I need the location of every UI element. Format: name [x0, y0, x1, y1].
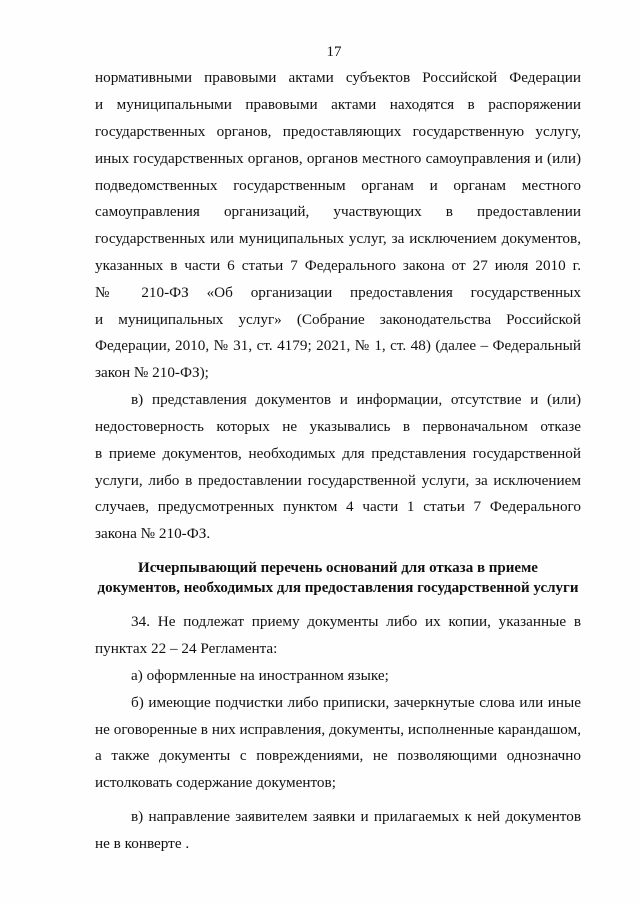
text-line: не оговоренные в них исправления, документы, исполненные карандашом,	[95, 721, 581, 738]
text-line: государственных органов, предоставляющих государственную услугу,	[95, 123, 581, 140]
text-line: не в конверте .	[95, 835, 190, 852]
text-line: истолковать содержание документов;	[95, 774, 336, 791]
section-heading: Исчерпывающий перечень оснований для отказа в приеме	[138, 560, 538, 576]
text-line: пунктах 22 – 24 Регламента:	[95, 640, 278, 657]
text-line: в приеме документов, необходимых для представления государственной	[95, 445, 581, 462]
text-line: недостоверность которых не указывались в первоначальном отказе	[95, 418, 581, 435]
text-line: и муниципальных услуг» (Собрание законодательства Российской	[95, 311, 581, 328]
text-line: самоуправления организаций, участвующих в предоставлении	[95, 203, 581, 220]
section-heading: документов, необходимых для предоставления государственной услуги	[97, 580, 579, 596]
text-line: и муниципальными правовыми актами находятся в распоряжении	[95, 96, 581, 113]
text-line: а также документы с повреждениями, не позволяющими однозначно	[95, 747, 581, 764]
text-line: в) представления документов и информации, отсутствие и (или)	[131, 391, 581, 408]
text-line: закон № 210-ФЗ);	[95, 364, 209, 381]
text-line: 34. Не подлежат приему документы либо их копии, указанные в	[131, 613, 581, 630]
text-line: № 210-ФЗ «Об организации предоставления государственных	[95, 284, 581, 301]
text-line: а) оформленные на иностранном языке;	[131, 667, 389, 684]
text-line: в) направление заявителем заявки и прилагаемых к ней документов	[131, 808, 581, 825]
text-line: закона № 210-ФЗ.	[95, 525, 211, 542]
text-line: подведомственных государственным органам и органам местного	[95, 177, 581, 194]
text-line: случаев, предусмотренных пунктом 4 части 1 статьи 7 Федерального	[95, 498, 581, 515]
text-line: нормативными правовыми актами субъектов Российской Федерации	[95, 69, 581, 86]
text-line: б) имеющие подчистки либо приписки, зачеркнутые слова или иные	[131, 694, 581, 711]
text-line: государственных или муниципальных услуг, за исключением документов,	[95, 230, 581, 247]
text-line: услуги, либо в предоставлении государственной услуги, за исключением	[95, 472, 581, 489]
text-line: указанных в части 6 статьи 7 Федерального закона от 27 июля 2010 г.	[95, 257, 581, 274]
page-number: 17	[326, 44, 342, 60]
text-line: Федерации, 2010, № 31, ст. 4179; 2021, № 1, ст. 48) (далее – Федеральный	[95, 337, 581, 354]
text-line: иных государственных органов, органов местного самоуправления и (или)	[95, 150, 581, 167]
